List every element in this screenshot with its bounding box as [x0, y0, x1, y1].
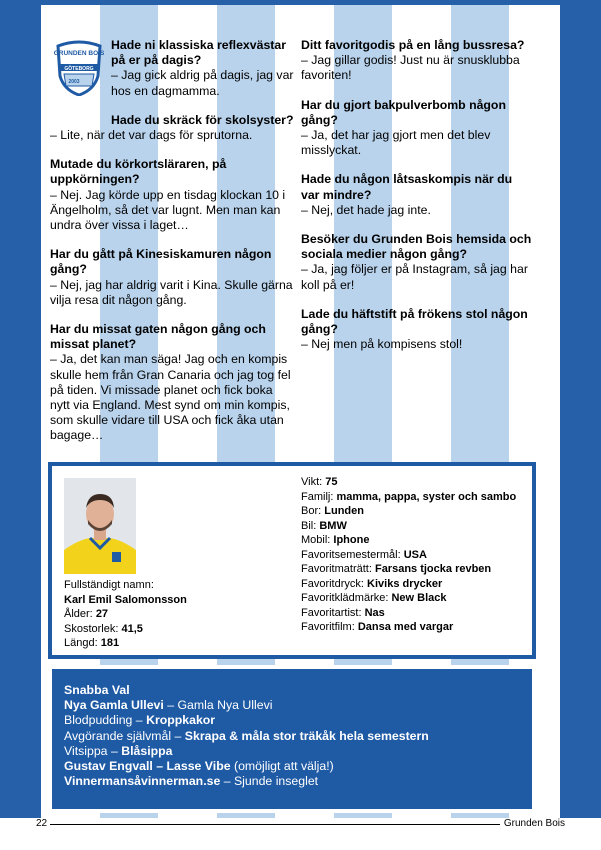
profile-label: Favoritmaträtt:	[301, 563, 372, 575]
qa-item	[301, 38, 533, 84]
answer: – Ja, det har jag gjort men det blev misslyckat.	[301, 128, 491, 158]
choice-b: Sjunde inseglet	[233, 774, 319, 789]
question: Lade du häftstift på frökens stol någon gång?	[301, 306, 528, 337]
profile-row	[301, 548, 516, 563]
profile-value: Dansa med vargar	[357, 621, 454, 633]
profile-value: 181	[100, 637, 120, 649]
footer-rule	[50, 824, 500, 825]
magazine-name: Grunden Bois	[503, 818, 565, 829]
profile-row	[64, 607, 187, 622]
profile-value: 27	[95, 608, 109, 620]
quick-choice-row	[64, 759, 520, 774]
profile-label: Familj:	[301, 490, 334, 503]
answer: – Nej, det hade jag inte.	[301, 202, 431, 217]
profile-label: Längd:	[64, 637, 98, 649]
profile-row	[301, 620, 516, 635]
profile-row	[64, 593, 187, 608]
answer: – Nej, jag har aldrig varit i Kina. Skulle gärna vilja resa dit någon gång.	[50, 277, 293, 307]
profile-row	[301, 504, 516, 519]
choice-a: Vinnermansåvinnerman.se	[64, 774, 221, 789]
profile-value: BMW	[319, 519, 347, 532]
answer: – Ja, jag följer er på Instagram, så jag har koll på er!	[301, 262, 528, 292]
choice-b: (omöjligt att välja!)	[233, 759, 334, 774]
profile-value: 41,5	[121, 622, 143, 635]
choice-b: Kroppkakor	[146, 713, 216, 728]
profile-value: Iphone	[333, 534, 370, 546]
answer: – Nej men på kompisens stol!	[301, 337, 463, 352]
quick-title: Snabba Val	[64, 683, 130, 697]
question: Har du gått på Kinesiskamuren någon gång?	[50, 247, 272, 277]
question: Hade du skräck för skolsyster?	[111, 112, 294, 127]
quick-choices-box	[48, 665, 536, 813]
profile-row	[301, 490, 516, 505]
answer: – Ja, det kan man säga! Jag och en kompis skulle hem från Gran Canaria och jag tog fel på tiden. Vi missade planet och fick boka nytt via England. Mest synd om min kompis, som skulle vidare till USA och fick åka utan bagage…	[50, 352, 291, 443]
profile-box	[48, 462, 536, 659]
qa-item	[50, 157, 295, 233]
qa-item	[50, 113, 295, 143]
profile-label: Favoritfilm:	[301, 621, 355, 633]
profile-row	[301, 591, 516, 606]
choice-b: Gamla Nya Ullevi	[177, 698, 273, 713]
qa-item	[301, 172, 533, 218]
answer: – Nej. Jag körde upp en tisdag klockan 10 i Ängelholm, så det var lugnt. Men man kan undra över vissa i laget…	[50, 187, 286, 233]
profile-label: Mobil:	[301, 534, 331, 546]
profile-row	[301, 577, 516, 592]
profile-row	[64, 636, 187, 651]
profile-row	[64, 578, 187, 593]
question: Ditt favoritgodis på en lång bussresa?	[301, 38, 525, 52]
profile-row	[64, 622, 187, 637]
profile-value: Farsans tjocka revben	[374, 563, 492, 575]
choice-separator: –	[163, 698, 178, 713]
profile-value: 75	[325, 476, 338, 488]
answer: – Lite, när det var dags för sprutorna.	[50, 128, 253, 143]
answer: – Jag gillar godis! Just nu är snusklubba favoriten!	[301, 53, 520, 83]
logo-year: 2003	[68, 79, 80, 85]
profile-label: Vikt:	[301, 476, 323, 488]
question: Har du missat gaten någon gång och missat planet?	[50, 322, 266, 352]
profile-value: Kiviks drycker	[367, 577, 443, 590]
profile-label: Bil:	[301, 519, 317, 532]
choice-separator: –	[171, 728, 185, 743]
profile-value: Lunden	[324, 505, 364, 517]
choice-a: Gustav Engvall – Lasse Vibe	[64, 759, 231, 774]
profile-value: Karl Emil Salomonsson	[64, 593, 187, 606]
question: Hade ni klassiska reflexvästar på er på dagis?	[111, 38, 287, 68]
profile-value: New Black	[391, 592, 447, 604]
profile-label: Ålder:	[64, 608, 93, 620]
profile-value: mamma, pappa, syster och sambo	[336, 490, 517, 503]
logo-top-text: GRUNDEN BOIS	[54, 50, 104, 57]
profile-value: USA	[403, 548, 427, 561]
profile-label: Favoritdryck:	[301, 577, 364, 590]
choice-a: Blodpudding	[64, 713, 133, 728]
quick-choice-row	[64, 698, 520, 713]
quick-choice-row	[64, 744, 520, 759]
profile-row	[301, 519, 516, 534]
page-number: 22	[36, 818, 48, 829]
choice-b: Blåsippa	[121, 743, 173, 758]
quick-rows	[64, 698, 520, 789]
quick-choice-row	[64, 774, 520, 789]
choice-separator: –	[220, 774, 234, 789]
profile-label: Fullständigt namn:	[64, 579, 154, 591]
answer: – Jag gick aldrig på dagis, jag var hos en dagmamma.	[111, 68, 294, 98]
choice-a: Nya Gamla Ullevi	[64, 698, 164, 713]
profile-value: Nas	[364, 606, 385, 619]
profile-row	[301, 606, 516, 621]
choice-separator: –	[132, 713, 147, 728]
question: Har du gjort bakpulverbomb någon gång?	[301, 97, 506, 127]
profile-right-list	[301, 475, 516, 635]
profile-row	[301, 475, 516, 490]
qa-item	[301, 307, 533, 353]
qa-item	[301, 98, 533, 159]
left-column	[50, 38, 295, 458]
quick-choice-row	[64, 729, 520, 744]
choice-a: Vitsippa	[64, 743, 108, 758]
profile-left-list	[64, 578, 187, 651]
qa-item	[50, 38, 295, 99]
profile-label: Skostorlek:	[64, 622, 119, 635]
question: Mutade du körkortsläraren, på uppkörningen?	[50, 157, 227, 187]
top-bar	[0, 0, 601, 5]
qa-item	[301, 232, 533, 293]
question: Besöker du Grunden Bois hemsida och sociala medier någon gång?	[301, 232, 532, 262]
profile-row	[301, 533, 516, 548]
choice-b: Skrapa & måla stor träkåk hela semestern	[184, 728, 429, 743]
profile-row	[301, 562, 516, 577]
logo-bottom-text: GÖTEBORG	[64, 66, 94, 72]
profile-label: Favoritklädmärke:	[301, 592, 389, 604]
choice-a: Avgörande självmål	[64, 728, 172, 743]
qa-item	[50, 322, 295, 444]
quick-choice-row	[64, 713, 520, 728]
profile-label: Favoritsemestermål:	[301, 548, 401, 561]
right-column	[301, 38, 533, 366]
question: Hade du någon låtsaskompis när du var mindre?	[301, 172, 513, 202]
profile-label: Bor:	[301, 505, 322, 517]
player-photo	[64, 478, 136, 574]
choice-separator: –	[107, 743, 122, 758]
qa-item	[50, 247, 295, 308]
profile-label: Favoritartist:	[301, 606, 362, 619]
